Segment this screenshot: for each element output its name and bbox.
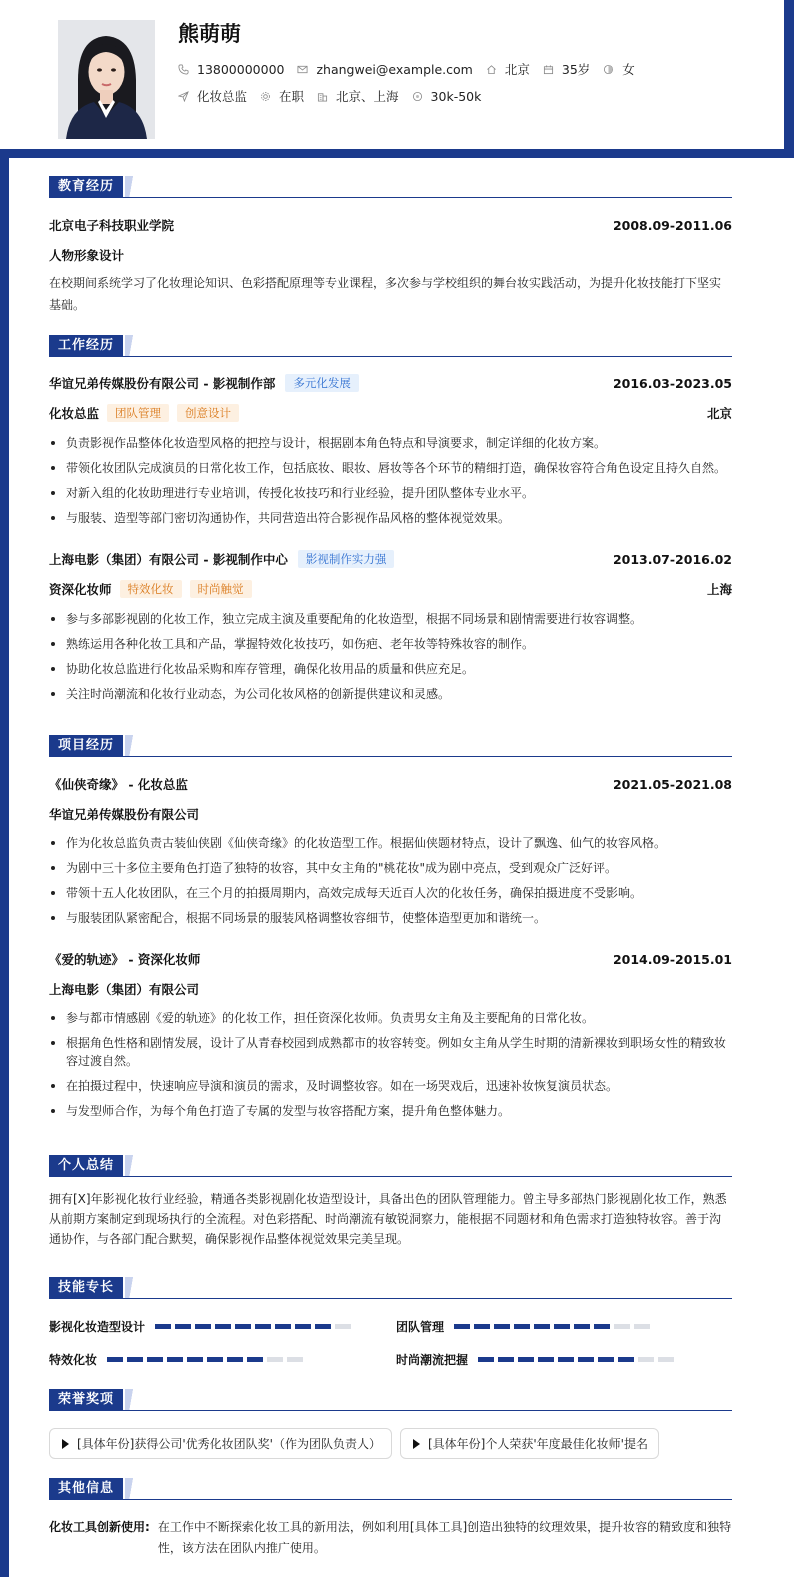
skill-name: 特效化妆 [49, 1353, 98, 1367]
target-city-text: 北京、上海 [336, 89, 399, 104]
skill-level-bar [478, 1357, 678, 1362]
job-title: 化妆总监 [49, 406, 100, 421]
skill-level-segment [594, 1324, 610, 1329]
job-date: 2013.07-2016.02 [612, 551, 732, 567]
summary-section [49, 1155, 732, 1246]
skill-level-segment [267, 1357, 283, 1362]
list-item: 协助化妆总监进行化妆品采购和库存管理，确保化妆用品的质量和供应充足。 [49, 660, 732, 678]
skill-level-segment [638, 1357, 654, 1362]
building-icon [317, 91, 328, 102]
avatar-portrait-icon [58, 20, 155, 139]
section-header [49, 176, 732, 198]
email-item [297, 62, 472, 77]
list-item: 与服装、造型等部门密切沟通协作，共同营造出符合影视作品风格的整体视觉效果。 [49, 509, 732, 527]
skill-level-segment [107, 1357, 123, 1362]
project-title: 《仙侠奇缘》 - 化妆总监 [49, 777, 188, 792]
skill-level-segment [554, 1324, 570, 1329]
skill-level-segment [598, 1357, 614, 1362]
position-text: 化妆总监 [197, 89, 248, 104]
coin-icon [412, 91, 423, 102]
age-item [543, 60, 590, 78]
section-title-tail [125, 1277, 139, 1298]
skill-level-segment [167, 1357, 183, 1362]
list-item: 带领十五人化妆团队，在三个月的拍摄周期内，高效完成每天近百人次的化妆任务，确保拍摄进度不受影响。 [49, 884, 732, 902]
section-title-tail [125, 335, 139, 356]
section-title: 个人总结 [49, 1155, 123, 1176]
city-item [486, 60, 530, 78]
skill-level-segment [478, 1357, 494, 1362]
job-tag: 特效化妆 [120, 580, 182, 598]
target-city-item [317, 87, 399, 105]
skill-level-segment [514, 1324, 530, 1329]
company-name: 上海电影（集团）有限公司 - 影视制作中心 [49, 552, 288, 567]
left-frame [0, 0, 9, 1577]
salary-text: 30k-50k [430, 88, 482, 104]
other-text: 在工作中不断探索化妆工具的新用法，例如利用[具体工具]创造出独特的纹理效果，提升妆容的精致度和独特性，该方法在团队内推广使用。 [157, 1520, 732, 1555]
section-title: 荣誉奖项 [49, 1389, 123, 1410]
age-text: 35岁 [561, 62, 591, 77]
list-item: 在拍摄过程中，快速响应导演和演员的需求，及时调整妆容。如在一场哭戏后，迅速补妆恢复演员状态。 [49, 1077, 732, 1095]
awards-section [49, 1389, 732, 1451]
job-bullets [49, 610, 732, 710]
job-tag: 创意设计 [177, 404, 239, 422]
list-item: 对新入组的化妆助理进行专业培训，传授化妆技巧和行业经验，提升团队整体专业水平。 [49, 484, 732, 502]
gear-icon [260, 91, 271, 102]
skill-level-segment [247, 1357, 263, 1362]
gender-item [603, 60, 635, 78]
list-item: 负责影视作品整体化妆造型风格的把控与设计，根据剧本角色特点和导演要求，制定详细的化妆方案。 [49, 434, 732, 452]
phone-item [178, 62, 284, 77]
phone-text: 13800000000 [197, 61, 285, 77]
list-item: 与发型师合作，为每个角色打造了专属的发型与妆容搭配方案，提升角色整体魅力。 [49, 1102, 732, 1120]
project-company: 上海电影（集团）有限公司 [49, 982, 200, 997]
skill-level-segment [287, 1357, 303, 1362]
candidate-name: 熊萌萌 [178, 22, 241, 46]
skill-level-bar [107, 1357, 307, 1362]
skill-level-segment [275, 1324, 291, 1329]
project-date: 2021.05-2021.08 [612, 776, 732, 792]
skill-level-segment [187, 1357, 203, 1362]
section-header [49, 1478, 732, 1500]
skill-level-segment [207, 1357, 223, 1362]
job-bullets [49, 434, 732, 534]
gender-icon [603, 64, 614, 75]
award-text: [具体年份]获得公司'优秀化妆团队奖'（作为团队负责人） [77, 1437, 381, 1451]
award-item [49, 1428, 392, 1459]
phone-icon [178, 64, 189, 75]
mail-icon [297, 64, 308, 75]
job-title-row [49, 580, 732, 598]
skill-level-segment [634, 1324, 650, 1329]
major-name: 人物形象设计 [49, 248, 125, 263]
project-date: 2014.09-2015.01 [612, 951, 732, 967]
section-header [49, 1155, 732, 1177]
education-date: 2008.09-2011.06 [612, 217, 732, 233]
skill-level-segment [578, 1357, 594, 1362]
job-city: 北京 [706, 406, 732, 421]
skill-level-segment [175, 1324, 191, 1329]
section-header [49, 1389, 732, 1411]
projects-section [49, 735, 732, 1118]
education-description: 在校期间系统学习了化妆理论知识、色彩搭配原理等专业课程，多次参与学校组织的舞台妆实践活动，为提升化妆技能打下坚实基础。 [49, 276, 722, 312]
job-title-row [49, 404, 732, 422]
skill-level-segment [127, 1357, 143, 1362]
job-tag: 团队管理 [107, 404, 169, 422]
skill-level-segment [235, 1324, 251, 1329]
award-text: [具体年份]个人荣获'年度最佳化妆师'提名 [428, 1437, 648, 1451]
award-item [400, 1428, 659, 1459]
skill-level-segment [215, 1324, 231, 1329]
skill-level-segment [534, 1324, 550, 1329]
skill-level-segment [494, 1324, 510, 1329]
company-tag: 多元化发展 [285, 374, 359, 392]
education-section [49, 176, 732, 312]
other-item [49, 1517, 732, 1559]
project-company-row [49, 805, 732, 823]
skill-level-segment [558, 1357, 574, 1362]
skill-level-segment [255, 1324, 271, 1329]
project-title-row [49, 950, 732, 968]
list-item: 参与都市情感剧《爱的轨迹》的化妆工作，担任资深化妆师。负责男女主角及主要配角的日常化妆。 [49, 1009, 732, 1027]
skill-name: 时尚潮流把握 [396, 1353, 469, 1367]
skill-level-segment [658, 1357, 674, 1362]
skill-level-segment [227, 1357, 243, 1362]
city-text: 北京 [504, 62, 530, 77]
status-item [260, 87, 304, 105]
calendar-icon [543, 64, 554, 75]
section-title: 项目经历 [49, 735, 123, 756]
section-header [49, 1277, 732, 1299]
skill-level-segment [335, 1324, 351, 1329]
list-item: 作为化妆总监负责古装仙侠剧《仙侠奇缘》的化妆造型工作。根据仙侠题材特点，设计了飘逸、仙气的妆容风格。 [49, 834, 732, 852]
section-title: 技能专长 [49, 1277, 123, 1298]
skill-item [49, 1318, 355, 1335]
list-item: 关注时尚潮流和化妆行业动态，为公司化妆风格的创新提供建议和灵感。 [49, 685, 732, 703]
section-title: 教育经历 [49, 176, 123, 197]
skill-item [396, 1318, 654, 1335]
major-row [49, 246, 732, 264]
skill-item [49, 1351, 307, 1368]
company-name: 华谊兄弟传媒股份有限公司 - 影视制作部 [49, 376, 276, 391]
skill-level-segment [454, 1324, 470, 1329]
other-section [49, 1478, 732, 1555]
skill-level-segment [498, 1357, 514, 1362]
send-icon [178, 91, 189, 102]
play-icon [413, 1439, 420, 1449]
skill-level-segment [614, 1324, 630, 1329]
section-title-tail [125, 1155, 139, 1176]
section-title-tail [125, 1389, 139, 1410]
email-text: zhangwei@example.com [316, 61, 473, 77]
section-title-tail [125, 176, 139, 197]
skills-section [49, 1277, 732, 1367]
salary-item [412, 89, 482, 104]
section-title: 其他信息 [49, 1478, 123, 1499]
contact-row [178, 60, 648, 78]
section-title: 工作经历 [49, 335, 123, 356]
section-header [49, 335, 732, 357]
skill-level-segment [618, 1357, 634, 1362]
skill-level-segment [147, 1357, 163, 1362]
company-tag: 影视制作实力强 [298, 550, 395, 568]
project-title: 《爱的轨迹》 - 资深化妆师 [49, 952, 201, 967]
section-title-tail [125, 1478, 139, 1499]
gender-text: 女 [622, 62, 635, 77]
skill-level-segment [195, 1324, 211, 1329]
play-icon [62, 1439, 69, 1449]
skill-name: 团队管理 [396, 1320, 445, 1334]
skill-level-segment [538, 1357, 554, 1362]
skill-level-segment [518, 1357, 534, 1362]
section-header [49, 735, 732, 757]
list-item: 参与多部影视剧的化妆工作，独立完成主演及重要配角的化妆造型，根据不同场景和剧情需要进行妆容调整。 [49, 610, 732, 628]
skill-level-bar [155, 1324, 355, 1329]
profile-header [0, 0, 784, 149]
skill-item [396, 1351, 678, 1368]
job-company-row [49, 374, 732, 392]
skill-level-segment [315, 1324, 331, 1329]
job-company-row [49, 550, 732, 568]
list-item: 根据角色性格和剧情发展，设计了从青春校园到成熟都市的妆容转变。例如女主角从学生时期的清新裸妆到职场女性的精致妆容过渡自然。 [49, 1034, 732, 1070]
work-section [49, 335, 732, 701]
skill-level-segment [155, 1324, 171, 1329]
job-tag: 时尚触觉 [190, 580, 252, 598]
list-item: 熟练运用各种化妆工具和产品，掌握特效化妆技巧，如伤疤、老年妆等特殊妆容的制作。 [49, 635, 732, 653]
project-title-row [49, 775, 732, 793]
job-date: 2016.03-2023.05 [612, 375, 732, 391]
section-title-tail [125, 735, 139, 756]
skill-name: 影视化妆造型设计 [49, 1320, 146, 1334]
list-item: 带领化妆团队完成演员的日常化妆工作，包括底妆、眼妆、唇妆等各个环节的精细打造，确保妆容符合角色设定且持久自然。 [49, 459, 732, 477]
skill-level-segment [295, 1324, 311, 1329]
other-label: 化妆工具创新使用: [49, 1520, 150, 1534]
job-title: 资深化妆师 [49, 582, 112, 597]
list-item: 与服装团队紧密配合，根据不同场景的服装风格调整妆容细节，使整体造型更加和谐统一。 [49, 909, 732, 927]
project-company: 华谊兄弟传媒股份有限公司 [49, 807, 200, 822]
project-bullets [49, 834, 732, 934]
job-city: 上海 [706, 582, 732, 597]
skill-level-segment [574, 1324, 590, 1329]
school-name: 北京电子科技职业学院 [49, 218, 175, 233]
status-text: 在职 [279, 89, 305, 104]
skill-level-bar [454, 1324, 654, 1329]
project-company-row [49, 980, 732, 998]
education-row [49, 216, 732, 234]
skill-level-segment [474, 1324, 490, 1329]
position-item [178, 87, 247, 105]
job-intent-row [178, 87, 494, 105]
list-item: 为剧中三十多位主要角色打造了独特的妆容，其中女主角的"桃花妆"成为剧中亮点，受到观众广泛好评。 [49, 859, 732, 877]
project-bullets [49, 1009, 732, 1127]
avatar [58, 20, 155, 139]
home-icon [486, 64, 497, 75]
summary-text: 拥有[X]年影视化妆行业经验，精通各类影视剧化妆造型设计，具备出色的团队管理能力。曾主导多部热门影视剧化妆工作，熟悉从前期方案制定到现场执行的全流程。对色彩搭配、时尚潮流有敏锐洞察力，能根据不同题材和角色需求打造独特妆容。善于沟通协作，与各部门配合默契，确保影视作品整体视觉效果完美呈现。 [49, 1192, 727, 1246]
